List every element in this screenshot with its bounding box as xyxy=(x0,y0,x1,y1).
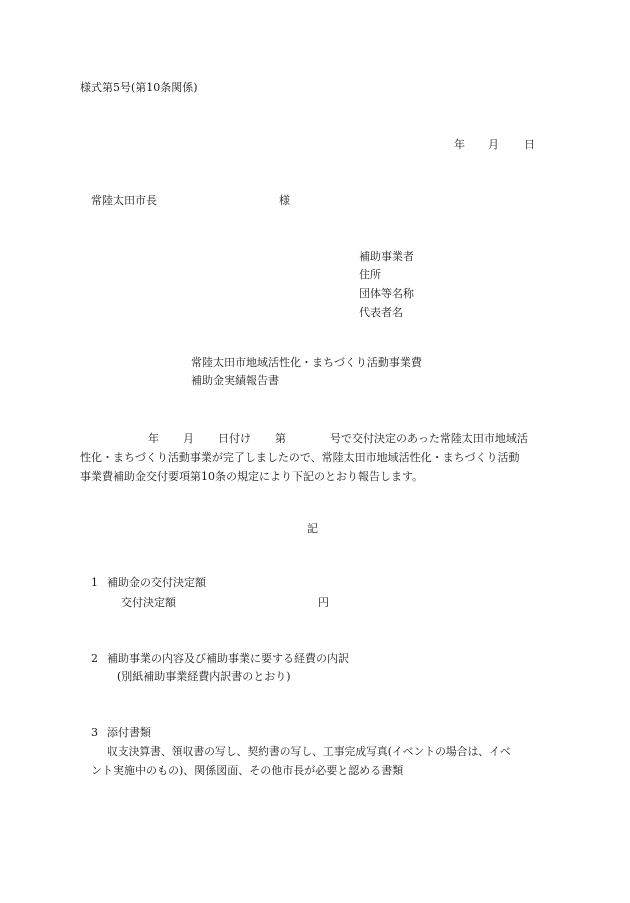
section-3-line-2: ント実施中のもの)、関係図面、その他市長が必要と認める書類 xyxy=(91,764,404,777)
section-1-unit: 円 xyxy=(318,596,329,609)
date-day: 日 xyxy=(524,138,535,151)
addressee-honorific: 様 xyxy=(279,194,290,207)
date-month: 月 xyxy=(488,138,499,151)
body-line-2: 性化・まちづくり活動事業が完了しましたので、常陸太田市地域活性化・まちづくり活動 xyxy=(80,451,520,464)
body-number-prefix: 第 xyxy=(275,432,286,445)
applicant-label: 補助事業者 xyxy=(359,250,414,263)
addressee-name: 常陸太田市長 xyxy=(91,194,157,207)
section-1-number: 1 xyxy=(91,576,98,589)
body-line-1 xyxy=(80,429,550,448)
applicant-representative: 代表者名 xyxy=(359,306,403,319)
body-line-3: 事業費補助金交付要項第10条の規定により下記のとおり報告します。 xyxy=(80,470,424,483)
section-3-line-1: 収支決算書、領収書の写し、契約書の写し、工事完成写真(イベントの場合は、イベ xyxy=(107,745,511,758)
section-1-label: 交付決定額 xyxy=(121,596,176,609)
applicant-address: 住所 xyxy=(359,268,381,281)
body-year: 年 xyxy=(148,432,159,445)
date-year: 年 xyxy=(454,138,465,151)
form-label: 様式第5号(第10条関係) xyxy=(80,81,198,94)
body-month: 月 xyxy=(183,432,194,445)
section-3-title: 添付書類 xyxy=(107,726,151,739)
title-line-2: 補助金実績報告書 xyxy=(191,374,279,387)
section-2-title: 補助事業の内容及び補助事業に要する経費の内訳 xyxy=(107,652,349,665)
applicant-org-name: 団体等名称 xyxy=(359,287,414,300)
ki-heading: 記 xyxy=(307,522,318,535)
section-1-title: 補助金の交付決定額 xyxy=(107,576,206,589)
body-paragraph xyxy=(80,429,550,486)
body-dated: 日付け xyxy=(218,432,251,445)
section-2-number: 2 xyxy=(91,652,98,665)
section-3-number: 3 xyxy=(91,726,98,739)
title-line-1: 常陸太田市地域活性化・まちづくり活動事業費 xyxy=(191,356,422,369)
section-2-note: (別紙補助事業経費内訳書のとおり) xyxy=(117,670,291,683)
body-line-1-rest: 号で交付決定のあった常陸太田市地域活 xyxy=(330,432,528,445)
